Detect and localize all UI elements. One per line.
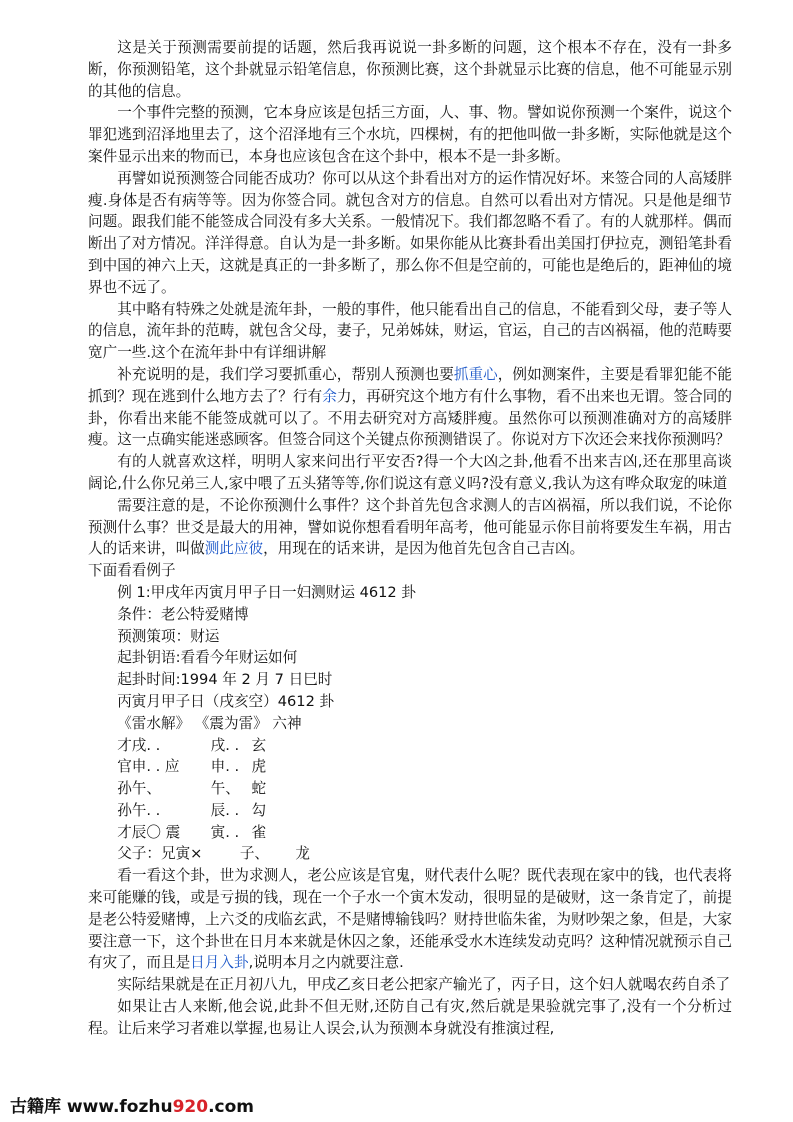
paragraph-7-text-a: 需要注意的是，不论你预测什么事件？这个卦首先包含求测人的吉凶祸福，所以我们说，不论你预测什么事？世爻是最大的用神，譬如说你想看看明年高考，他可能显示你目前将要发生车祸，用古人的话来讲，叫做	[88, 496, 732, 558]
hexagram-left: 孙午、	[117, 780, 161, 798]
paragraph-1: 这是关于预测需要前提的话题，然后我再说说一卦多断的问题，这个根本不存在，没有一卦多断，你预测铅笔，这个卦就显示铅笔信息，你预测比赛，这个卦就显示比赛的信息，他不可能显示别的其他的信息。	[88, 39, 732, 100]
paragraph-3: 再譬如说预测签合同能否成功？你可以从这个卦看出对方的运作情况好坏。来签合同的人高矮胖瘦.身体是否有病等等。因为你签合同。就包含对方的信息。自然可以看出对方情况。只是他是细节问题。跟我们能不能签成合同没有多大关系。一般情况下。我们都忽略不看了。有的人就那样。偶而断出了对方情况。洋洋得意。自认为是一卦多断。如果你能从比赛卦看出美国打伊拉克，测铅笔卦看到中国的神六上天，这就是真正的一卦多断了，那么你不但是空前的，可能也是绝后的，距神仙的境界也不远了。	[88, 169, 732, 296]
hexagram-mid: 午、	[210, 780, 240, 798]
link-ce-ci-ying-bi[interactable]: 测此应彼	[204, 540, 264, 558]
example-question: 起卦钥语:看看今年财运如何	[117, 649, 298, 667]
paragraph-7-text-b: ，用现在的话来讲，是因为他首先包含自己吉凶。	[263, 540, 585, 558]
hexagram-line	[88, 778, 732, 800]
hexagram-mid: 戌. .	[210, 736, 240, 754]
hexagram-god: 勾	[251, 801, 267, 819]
paragraph-5-text-a: 补充说明的是，我们学习要抓重心，帮别人预测也要	[117, 365, 454, 383]
paragraph-7	[88, 495, 732, 560]
hexagram-mid: 辰. .	[210, 801, 240, 819]
paragraph-9	[88, 865, 732, 974]
example-item: 预测策项：财运	[117, 627, 220, 645]
footer-brand: 古籍库	[10, 1097, 61, 1117]
paragraph-10: 实际结果就是在正月初八九，甲戌乙亥日老公把家产输光了，丙子日，这个妇人就喝农药自杀了	[117, 976, 731, 994]
example-time: 起卦时间:1994 年 2 月 7 日巳时	[117, 671, 333, 689]
hexagram-header: 《雷水解》 《震为雷》 六神	[117, 714, 302, 732]
hexagram-line	[88, 822, 732, 844]
hexagram-mid: 子、	[239, 845, 270, 863]
paragraph-5	[88, 364, 732, 451]
hexagram-mid: 申. .	[210, 758, 240, 776]
hexagram-left: 官申. . 应	[117, 758, 180, 776]
paragraph-2: 一个事件完整的预测，它本身应该是包括三方面，人、事、物。譬如说你预测一个案件，说这个罪犯逃到沼泽地里去了，这个沼泽地有三个水坑，四棵树，有的把他叫做一卦多断，实际他就是这个案件显示出来的物而已，本身也应该包含在这个卦中，根本不是一卦多断。	[88, 104, 732, 165]
hexagram-left: 才戌. .	[117, 736, 161, 754]
paragraph-9-text-b: ,说明本月之内就要注意.	[248, 954, 404, 972]
example-date-line: 丙寅月甲子日（戌亥空）4612 卦	[117, 692, 335, 710]
document-body	[88, 37, 732, 1040]
hexagram-left: 孙午. .	[117, 801, 161, 819]
footer-watermark	[10, 1092, 254, 1117]
hexagram-god: 蛇	[251, 780, 267, 798]
paragraph-9-text-a: 看一看这个卦，世为求测人，老公应该是官鬼，财代表什么呢？既代表现在家中的钱，也代表将来可能赚的钱，或是亏损的钱，现在一个子水一个寅木发动，很明显的是破财，这一条肯定了，前提是老公特爱赌博，上六爻的戌临玄武，不是赌博输钱吗？财持世临朱雀，为财吵架之象，但是，大家要注意一下，这个卦世在日月本来就是休囚之象，还能承受水木连续发动克吗？这种情况就预示自己有灾了，而且是	[88, 867, 732, 972]
hexagram-line	[88, 735, 732, 757]
paragraph-5-text-b: ，例如测案件，主要是看罪犯能不能抓到？现在逃到什么地方去了？行有	[88, 365, 732, 405]
hexagram-god: 雀	[251, 823, 267, 841]
link-zhua-zhong-xin[interactable]: 抓重心	[453, 365, 498, 383]
paragraph-4: 其中略有特殊之处就是流年卦，一般的事件，他只能看出自己的信息，不能看到父母，妻子等人的信息，流年卦的范畴，就包含父母，妻子，兄弟姊妹，财运，官运，自己的吉凶祸福，他的范畴要宽广一些.这个在流年卦中有详细讲解	[88, 300, 732, 362]
hexagram-line-last	[88, 843, 732, 865]
hexagram-mid: 寅. .	[210, 823, 240, 841]
example-intro: 下面看看例子	[88, 562, 176, 580]
example-title: 例 1:甲戌年丙寅月甲子日一妇测财运 4612 卦	[117, 583, 416, 601]
footer-url-part-3: .com	[208, 1097, 255, 1117]
hexagram-left: 父子：兄寅×	[117, 845, 203, 863]
link-ri-yue-ru-gua[interactable]: 日月入卦	[190, 954, 249, 972]
link-yu[interactable]: 余	[322, 387, 337, 405]
hexagram-left: 才辰〇 震	[117, 823, 181, 841]
hexagram-line	[88, 800, 732, 822]
hexagram-god: 玄	[251, 736, 267, 754]
paragraph-6: 有的人就喜欢这样，明明人家来问出行平安否?得一个大凶之卦,他看不出来吉凶,还在那里高谈阔论,什么你兄弟三人,家中喂了五头猪等等,你们说这有意义吗?没有意义,我认为这有哗众取宠的味道	[88, 453, 732, 492]
paragraph-11: 如果让古人来断,他会说,此卦不但无财,还防自己有灾,然后就是果验就完事了,没有一个分析过程。让后来学习者难以掌握,也易让人误会,认为预测本身就没有推演过程,	[88, 998, 732, 1037]
example-condition: 条件：老公特爱赌博	[117, 605, 249, 623]
hexagram-god: 虎	[251, 758, 267, 776]
paragraph-5-text-c: 力，再研究这个地方有什么事物，看不出来也无谓。签合同的卦，你看出来能不能签成就可以了。不用去研究对方高矮胖瘦。虽然你可以预测准确对方的高矮胖瘦。这一点确实能迷惑顾客。但签合同这个关键点你预测错误了。你说对方下次还会来找你预测吗？	[88, 387, 732, 449]
hexagram-line	[88, 756, 732, 778]
footer-url-part-2: 920	[172, 1097, 209, 1117]
hexagram-god: 龙	[295, 845, 310, 863]
footer-url-part-1: www.fozhu	[66, 1097, 173, 1117]
